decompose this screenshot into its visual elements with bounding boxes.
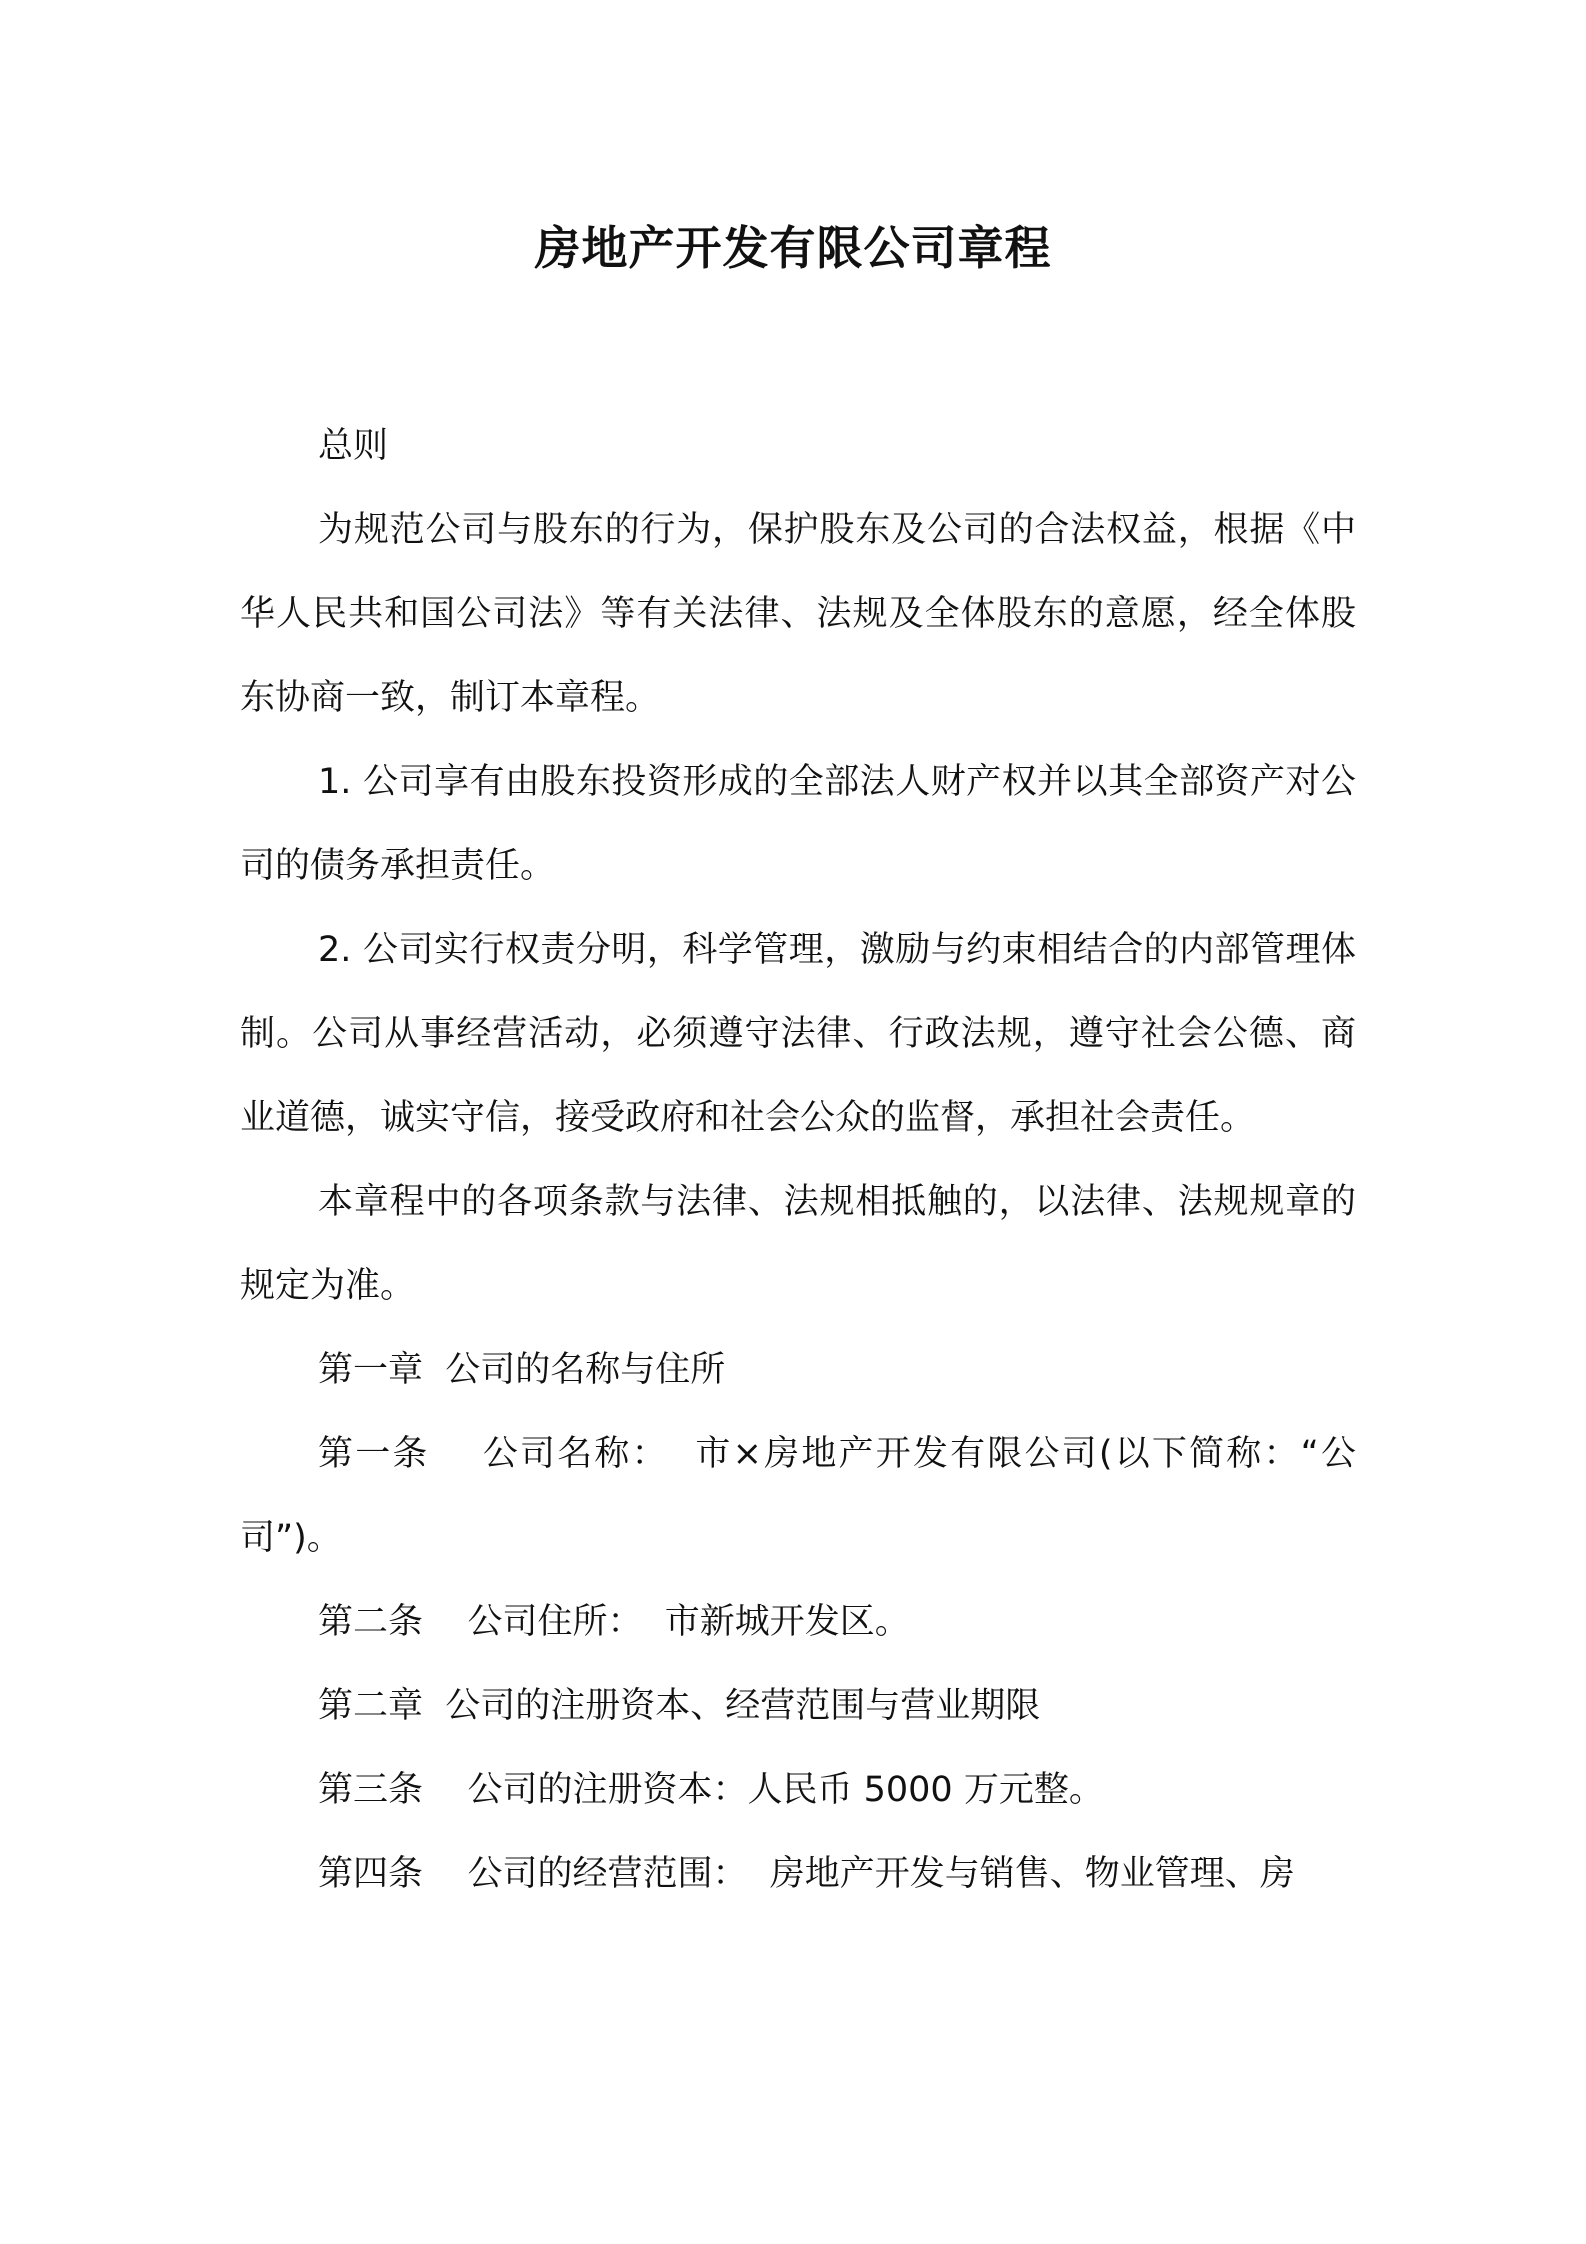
- article-1: 第一条 公司名称： 市×房地产开发有限公司(以下简称：“公司”)。: [240, 1434, 1356, 1558]
- article-4: 第四条 公司的经营范围： 房地产开发与销售、物业管理、房: [318, 1854, 1295, 1894]
- article-2: 第二条 公司住所： 市新城开发区。: [318, 1602, 910, 1642]
- paragraph-item-1: 1. 公司享有由股东投资形成的全部法人财产权并以其全部资产对公司的债务承担责任。: [240, 762, 1356, 886]
- paragraph-item-2: 2. 公司实行权责分明，科学管理，激励与约束相结合的内部管理体制。公司从事经营活动，必须遵守法律、行政法规，遵守社会公德、商业道德，诚实守信，接受政府和社会公众的监督，承担社会责任。: [240, 930, 1356, 1138]
- chapter-heading-1: 第一章 公司的名称与住所: [318, 1350, 726, 1390]
- document-body: [240, 404, 1356, 1916]
- chapter-heading-2: 第二章 公司的注册资本、经营范围与营业期限: [318, 1686, 1041, 1726]
- paragraph-precedence: 本章程中的各项条款与法律、法规相抵触的，以法律、法规规章的规定为准。: [240, 1182, 1356, 1306]
- article-3: 第三条 公司的注册资本：人民币 5000 万元整。: [318, 1770, 1104, 1810]
- paragraph-preamble: 为规范公司与股东的行为，保护股东及公司的合法权益，根据《中华人民共和国公司法》等有关法律、法规及全体股东的意愿，经全体股东协商一致，制订本章程。: [240, 510, 1356, 718]
- section-heading-general: 总则: [318, 426, 389, 466]
- document-title: 房地产开发有限公司章程: [534, 221, 1052, 275]
